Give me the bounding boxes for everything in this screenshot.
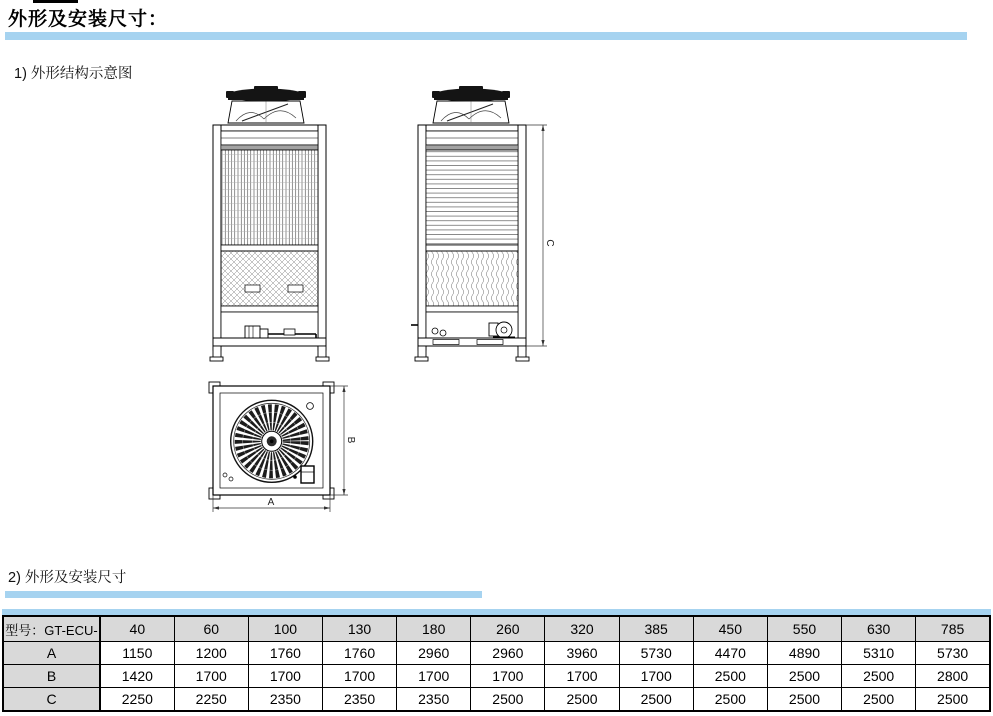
value-cell: 2350 xyxy=(397,688,471,712)
value-cell: 4890 xyxy=(767,642,841,665)
value-cell: 2500 xyxy=(545,688,619,712)
model-header-cell: 型号：GT-ECU- xyxy=(3,616,100,642)
value-cell: 1700 xyxy=(545,665,619,688)
column-header: 550 xyxy=(767,616,841,642)
column-header: 60 xyxy=(174,616,248,642)
section-1-label: 1) 外形结构示意图 xyxy=(14,66,133,82)
value-cell: 1700 xyxy=(471,665,545,688)
value-cell: 1200 xyxy=(174,642,248,665)
page-edge-artifact xyxy=(33,0,78,3)
value-cell: 2350 xyxy=(248,688,322,712)
value-cell: 1700 xyxy=(174,665,248,688)
dimensions-table xyxy=(2,615,991,712)
column-header: 320 xyxy=(545,616,619,642)
front-fan-assembly xyxy=(226,86,306,123)
column-header: 385 xyxy=(619,616,693,642)
value-cell: 1700 xyxy=(397,665,471,688)
table-body xyxy=(3,642,990,712)
value-cell: 1700 xyxy=(248,665,322,688)
value-cell: 2500 xyxy=(619,688,693,712)
plan-view-drawing xyxy=(196,376,366,524)
side-base xyxy=(415,338,529,361)
column-header: 40 xyxy=(100,616,174,642)
value-cell: 2960 xyxy=(471,642,545,665)
column-header: 630 xyxy=(842,616,916,642)
column-header: 180 xyxy=(397,616,471,642)
column-header: 785 xyxy=(916,616,990,642)
value-cell: 1760 xyxy=(322,642,396,665)
value-cell: 2500 xyxy=(916,688,990,712)
value-cell: 2350 xyxy=(322,688,396,712)
header-row xyxy=(3,616,990,642)
value-cell: 2500 xyxy=(767,688,841,712)
value-cell: 4470 xyxy=(693,642,767,665)
dim-b-label: B xyxy=(345,436,356,444)
value-cell: 2500 xyxy=(471,688,545,712)
value-cell: 1700 xyxy=(322,665,396,688)
table-row xyxy=(3,688,990,712)
dim-c xyxy=(526,125,547,346)
column-header: 450 xyxy=(693,616,767,642)
title-underline-bar xyxy=(5,32,967,40)
front-base xyxy=(210,338,329,361)
value-cell: 2500 xyxy=(842,688,916,712)
column-header: 100 xyxy=(248,616,322,642)
table-row xyxy=(3,665,990,688)
row-label-cell: A xyxy=(3,642,100,665)
value-cell: 5730 xyxy=(619,642,693,665)
side-casing xyxy=(418,125,526,350)
value-cell: 2500 xyxy=(693,688,767,712)
value-cell: 2800 xyxy=(916,665,990,688)
side-fan-assembly xyxy=(432,86,510,123)
value-cell: 5310 xyxy=(842,642,916,665)
value-cell: 1420 xyxy=(100,665,174,688)
value-cell: 3960 xyxy=(545,642,619,665)
value-cell: 1150 xyxy=(100,642,174,665)
value-cell: 2250 xyxy=(100,688,174,712)
value-cell: 5730 xyxy=(916,642,990,665)
value-cell: 2500 xyxy=(842,665,916,688)
value-cell: 2250 xyxy=(174,688,248,712)
row-label-cell: C xyxy=(3,688,100,712)
front-casing xyxy=(213,125,326,350)
value-cell: 1700 xyxy=(619,665,693,688)
section-2-underline-bar xyxy=(5,591,482,598)
table-row xyxy=(3,642,990,665)
dim-a-label: A xyxy=(267,497,275,508)
column-header: 260 xyxy=(471,616,545,642)
side-view-drawing xyxy=(405,85,565,370)
page-title: 外形及安装尺寸： xyxy=(8,9,169,30)
front-view-drawing xyxy=(198,85,348,370)
value-cell: 1760 xyxy=(248,642,322,665)
row-label-cell: B xyxy=(3,665,100,688)
section-2-label: 2) 外形及安装尺寸 xyxy=(8,570,127,586)
value-cell: 2500 xyxy=(767,665,841,688)
value-cell: 2500 xyxy=(693,665,767,688)
column-header: 130 xyxy=(322,616,396,642)
dim-c-label: C xyxy=(544,239,555,247)
value-cell: 2960 xyxy=(397,642,471,665)
